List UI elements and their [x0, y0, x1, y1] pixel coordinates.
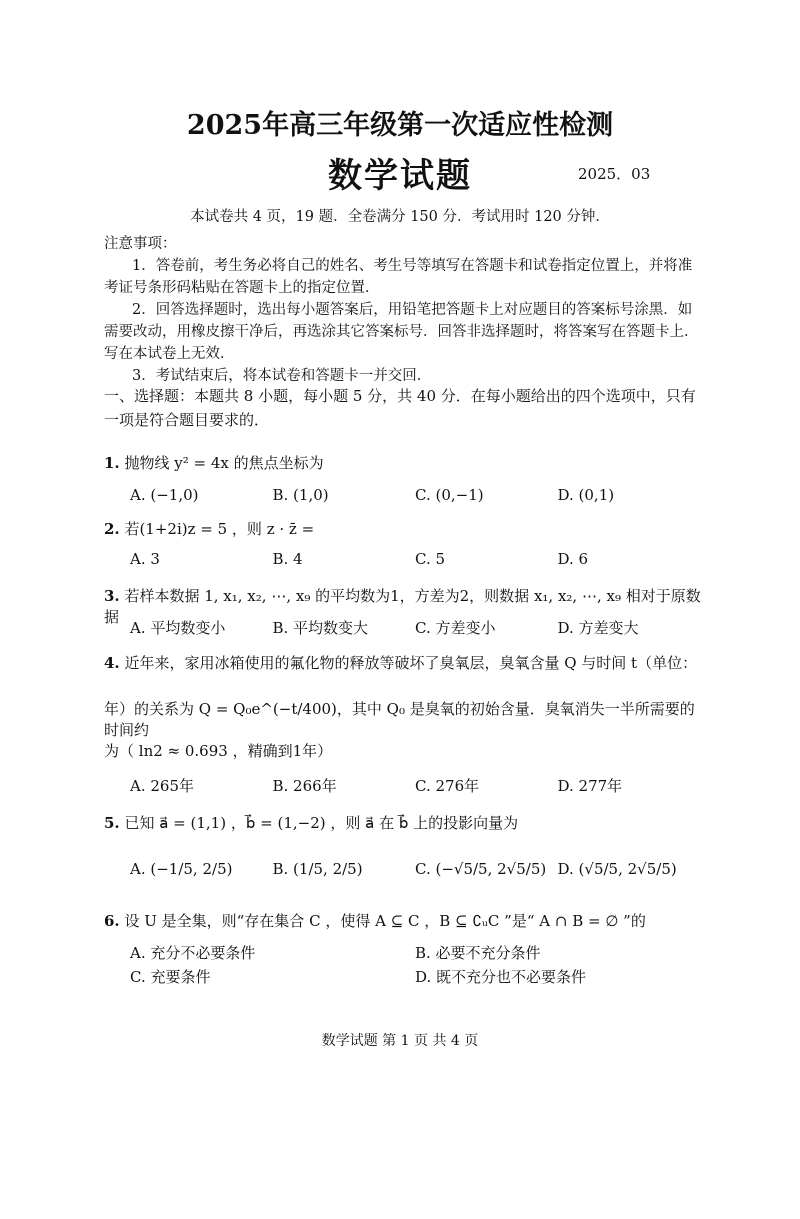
- options-row: [130, 860, 700, 878]
- question-stem: 已知 a⃗ = (1,1) ，b⃗ = (1,−2) ，则 a⃗ 在 b⃗ 上的投影向量为: [124, 814, 519, 832]
- option-d: D. 6: [557, 550, 589, 568]
- options-row: [130, 486, 700, 504]
- option-a: A. 3: [130, 550, 160, 568]
- option-c: C. (0,−1): [415, 486, 484, 504]
- options-row: [130, 617, 700, 638]
- page-footer: 数学试题 第 1 页 共 4 页: [321, 1033, 479, 1049]
- question-4: [104, 652, 704, 673]
- question-stem: 若样本数据 1, x₁, x₂, ⋯, x₉ 的平均数为1，方差为2，则数据 x₁, x₂, ⋯, x₉ 相对于原数据: [104, 587, 701, 626]
- option-b: B. 平均数变大: [272, 619, 369, 637]
- question-number: 5.: [104, 814, 120, 832]
- options-row: [130, 942, 700, 963]
- option-c: C. 方差变小: [415, 619, 496, 637]
- option-c: C. (−√5/5, 2√5/5): [415, 860, 547, 878]
- question-number: 4.: [104, 654, 120, 672]
- options-row: [130, 966, 700, 987]
- option-d: D. (√5/5, 2√5/5): [557, 860, 677, 878]
- notes-block: [104, 233, 704, 387]
- question-number: 6.: [104, 912, 120, 930]
- option-d: D. 既不充分也不必要条件: [415, 968, 587, 986]
- question-stem: 抛物线 y² = 4x 的焦点坐标为: [124, 454, 324, 472]
- note-item: 3．考试结束后，将本试卷和答题卡一并交回．: [132, 368, 432, 384]
- options-row: [130, 550, 700, 568]
- section-heading: 一、选择题：本题共 8 小题，每小题 5 分，共 40 分．在每小题给出的四个选项中，只有一项是符合题目要求的．: [104, 387, 696, 429]
- question-2: [104, 518, 704, 539]
- question-number: 2.: [104, 520, 120, 538]
- question-1: [104, 452, 704, 473]
- question-stem: 近年来，家用冰箱使用的氟化物的释放等破坏了臭氧层，臭氧含量 Q 与时间 t（单位：: [124, 654, 698, 672]
- question-4-line-3: 为（ ln2 ≈ 0.693 ，精确到1年）: [104, 742, 333, 760]
- option-b: B. 4: [272, 550, 303, 568]
- options-row: [130, 775, 700, 796]
- exam-title: 2025年高三年级第一次适应性检测: [186, 110, 614, 141]
- question-stem: 设 U 是全集，则“存在集合 C ，使得 A ⊆ C ，B ⊆ ∁ᵤC ”是“ A ∩ B = ∅ ”的: [124, 912, 646, 930]
- exam-date: 2025．03: [578, 165, 651, 183]
- question-6: [104, 910, 704, 931]
- note-item: 1．答卷前，考生务必将自己的姓名、考生号等填写在答题卡和试卷指定位置上，并将准考证号条形码粘贴在答题卡上的指定位置．: [104, 258, 693, 296]
- notes-heading: 注意事项：: [104, 236, 177, 252]
- question-number: 1.: [104, 454, 120, 472]
- note-item: 2．回答选择题时，选出每小题答案后，用铅笔把答题卡上对应题目的答案标号涂黑．如需要改动，用橡皮擦干净后，再选涂其它答案标号．回答非选择题时，将答案写在答题卡上．写在本试卷上无效．: [104, 302, 699, 362]
- subject-title: 数学试题: [328, 156, 472, 196]
- question-stem: 若(1+2i)z = 5 ，则 z · z̄ =: [124, 520, 315, 538]
- question-4-line-2: 年）的关系为 Q = Q₀e^(−t/400)，其中 Q₀ 是臭氧的初始含量．臭氧消失一半所需要的时间约: [104, 700, 695, 739]
- option-a: A. (−1/5, 2/5): [130, 860, 233, 878]
- exam-intro: 本试卷共 4 页，19 题．全卷满分 150 分．考试用时 120 分钟．: [190, 209, 610, 225]
- question-number: 3.: [104, 587, 120, 605]
- option-d: D. 方差变大: [557, 619, 639, 637]
- option-b: B. (1/5, 2/5): [272, 860, 363, 878]
- question-5: [104, 812, 704, 833]
- option-a: A. 充分不必要条件: [130, 944, 256, 962]
- option-a: A. 平均数变小: [130, 619, 226, 637]
- option-c: C. 276年: [415, 777, 480, 795]
- option-a: A. (−1,0): [130, 486, 199, 504]
- option-d: D. (0,1): [557, 486, 615, 504]
- option-c: C. 充要条件: [130, 968, 211, 986]
- option-b: B. 必要不充分条件: [415, 944, 541, 962]
- option-b: B. 266年: [272, 777, 337, 795]
- option-d: D. 277年: [557, 777, 623, 795]
- option-a: A. 265年: [130, 777, 194, 795]
- option-b: B. (1,0): [272, 486, 329, 504]
- option-c: C. 5: [415, 550, 446, 568]
